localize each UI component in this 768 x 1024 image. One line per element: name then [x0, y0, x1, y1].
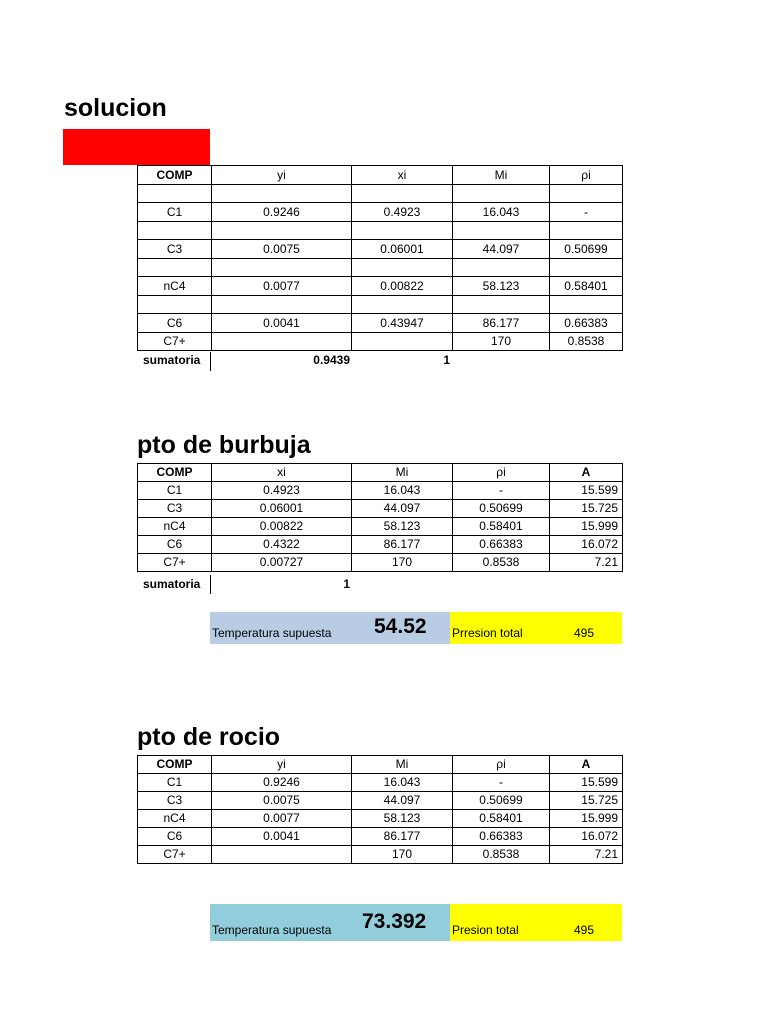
rocio-temp-label: Temperatura supuesta: [212, 923, 332, 937]
cell: nC4: [138, 810, 212, 828]
burbuja-title: pto de burbuja: [137, 431, 311, 459]
cell: 7.21: [550, 554, 623, 572]
cell: 0.66383: [453, 536, 550, 554]
cell: 0.06001: [352, 240, 453, 259]
cell: 58.123: [352, 518, 453, 536]
cell: 15.599: [550, 774, 623, 792]
cell: 0.66383: [453, 828, 550, 846]
table-header-row: [138, 464, 623, 482]
table-row: [138, 277, 623, 296]
cell: 0.8538: [453, 846, 550, 864]
table-row: [138, 500, 623, 518]
burbuja-pres-value: 495: [574, 626, 595, 640]
cell: C7+: [138, 333, 212, 351]
cell: 86.177: [453, 314, 550, 333]
cell: 16.072: [550, 828, 623, 846]
cell: 170: [352, 554, 453, 572]
table-row: [138, 314, 623, 333]
cell: 0.43947: [352, 314, 453, 333]
cell: 0.0041: [212, 828, 352, 846]
cell: C3: [138, 500, 212, 518]
cell: -: [550, 203, 623, 222]
col-header-comp: COMP: [138, 166, 212, 185]
cell: 0.8538: [550, 333, 623, 351]
table-row: [138, 846, 623, 864]
burbuja-temp-label: Temperatura supuesta: [212, 626, 332, 640]
cell: 0.0075: [212, 792, 352, 810]
rocio-title: pto de rocio: [137, 723, 281, 751]
cell: 16.043: [352, 482, 453, 500]
cell: 0.0077: [212, 810, 352, 828]
cell: 16.043: [352, 774, 453, 792]
cell: 86.177: [352, 828, 453, 846]
burbuja-sum-xi: 1: [343, 577, 350, 591]
cell: 0.50699: [550, 240, 623, 259]
cell: 0.58401: [550, 277, 623, 296]
cell: 15.599: [550, 482, 623, 500]
cell: 0.06001: [212, 500, 352, 518]
cell: C7+: [138, 846, 212, 864]
cell: 15.725: [550, 792, 623, 810]
col-header-rho: ρi: [550, 166, 623, 185]
table-row: [138, 792, 623, 810]
cell: 15.999: [550, 518, 623, 536]
table-row: [138, 333, 623, 351]
burbuja-temp-box: [210, 612, 450, 644]
cell: 0.00822: [352, 277, 453, 296]
cell: 0.9246: [212, 203, 352, 222]
cell: nC4: [138, 518, 212, 536]
cell: 0.4923: [352, 203, 453, 222]
table-row: [138, 536, 623, 554]
cell: -: [453, 774, 550, 792]
cell: C1: [138, 482, 212, 500]
table-header-row: [138, 756, 623, 774]
col-header-mi: Mi: [352, 464, 453, 482]
col-header-a: A: [550, 464, 623, 482]
table-row: [138, 482, 623, 500]
spacer-row: [138, 185, 623, 203]
sum-divider: [210, 575, 211, 594]
cell: 0.50699: [453, 500, 550, 518]
solucion-sum-yi: 0.9439: [313, 353, 350, 367]
cell: [352, 333, 453, 351]
col-header-mi: Mi: [453, 166, 550, 185]
table-row: [138, 554, 623, 572]
cell: 0.8538: [453, 554, 550, 572]
cell: 0.58401: [453, 810, 550, 828]
cell: 0.00822: [212, 518, 352, 536]
solucion-title: solucion: [64, 94, 167, 122]
cell: 170: [352, 846, 453, 864]
table-row: [138, 828, 623, 846]
col-header-yi: yi: [212, 166, 352, 185]
col-header-comp: COMP: [138, 464, 212, 482]
cell: C6: [138, 314, 212, 333]
solucion-table: [137, 165, 623, 351]
rocio-pres-label: Presion total: [452, 923, 519, 937]
col-header-rho: ρi: [453, 464, 550, 482]
cell: 0.0041: [212, 314, 352, 333]
cell: C1: [138, 203, 212, 222]
col-header-xi: xi: [212, 464, 352, 482]
col-header-xi: xi: [352, 166, 453, 185]
solucion-sum-xi: 1: [443, 353, 450, 367]
cell: C7+: [138, 554, 212, 572]
cell: 0.66383: [550, 314, 623, 333]
col-header-mi: Mi: [352, 756, 453, 774]
cell: nC4: [138, 277, 212, 296]
solucion-sum-label: sumatoria: [143, 353, 201, 367]
cell: 0.0077: [212, 277, 352, 296]
cell: 0.50699: [453, 792, 550, 810]
cell: 58.123: [352, 810, 453, 828]
spacer-row: [138, 296, 623, 314]
rocio-pres-box: [450, 904, 622, 941]
red-highlight-cell: [63, 129, 210, 165]
cell: 0.00727: [212, 554, 352, 572]
cell: -: [453, 482, 550, 500]
table-row: [138, 240, 623, 259]
cell: 15.999: [550, 810, 623, 828]
cell: C6: [138, 828, 212, 846]
cell: 0.9246: [212, 774, 352, 792]
cell: 44.097: [352, 792, 453, 810]
rocio-temp-box: [210, 904, 450, 941]
table-header-row: [138, 166, 623, 185]
cell: 16.043: [453, 203, 550, 222]
table-row: [138, 203, 623, 222]
cell: 44.097: [352, 500, 453, 518]
col-header-yi: yi: [212, 756, 352, 774]
cell: C1: [138, 774, 212, 792]
spacer-row: [138, 222, 623, 240]
cell: 0.58401: [453, 518, 550, 536]
cell: 0.4322: [212, 536, 352, 554]
cell: 7.21: [550, 846, 623, 864]
col-header-a: A: [550, 756, 623, 774]
burbuja-pres-box: [450, 612, 622, 644]
cell: C6: [138, 536, 212, 554]
cell: [212, 333, 352, 351]
cell: 0.0075: [212, 240, 352, 259]
rocio-temp-value: 73.392: [362, 910, 427, 933]
cell: C3: [138, 240, 212, 259]
burbuja-pres-label: Prresion total: [452, 626, 523, 640]
cell: C3: [138, 792, 212, 810]
burbuja-table: [137, 463, 623, 572]
spacer-row: [138, 259, 623, 277]
cell: 0.4923: [212, 482, 352, 500]
table-row: [138, 774, 623, 792]
table-row: [138, 518, 623, 536]
cell: 86.177: [352, 536, 453, 554]
cell: 170: [453, 333, 550, 351]
col-header-comp: COMP: [138, 756, 212, 774]
cell: [212, 846, 352, 864]
cell: 15.725: [550, 500, 623, 518]
sum-divider: [210, 352, 211, 371]
rocio-table: [137, 755, 623, 864]
rocio-pres-value: 495: [574, 923, 595, 937]
table-row: [138, 810, 623, 828]
cell: 58.123: [453, 277, 550, 296]
cell: 44.097: [453, 240, 550, 259]
cell: 16.072: [550, 536, 623, 554]
burbuja-sum-label: sumatoria: [143, 577, 201, 591]
burbuja-temp-value: 54.52: [374, 615, 427, 638]
col-header-rho: ρi: [453, 756, 550, 774]
